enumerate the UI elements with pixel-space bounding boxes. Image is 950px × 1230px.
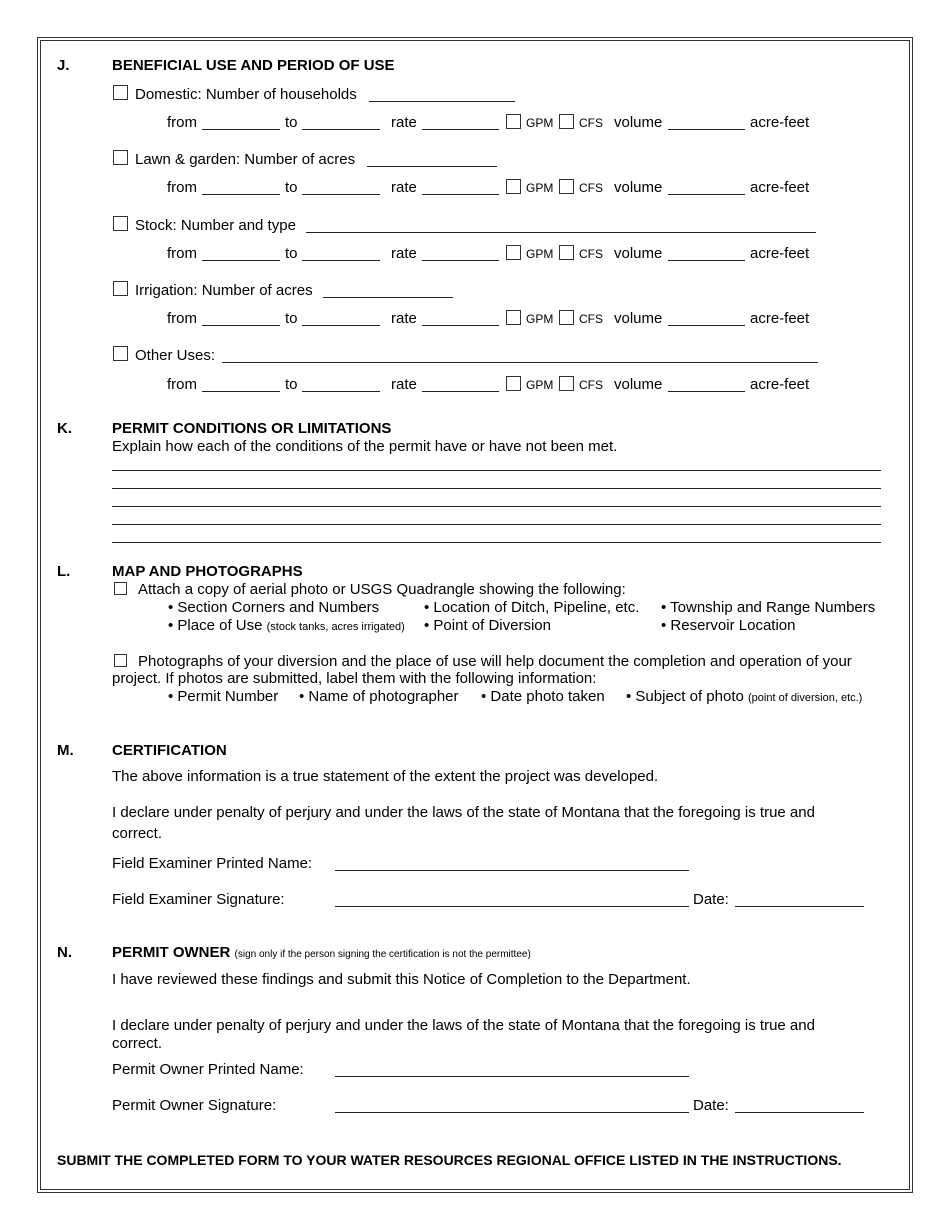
- cfs-label: CFS: [579, 181, 603, 195]
- rate-label: rate: [391, 179, 417, 196]
- households-field[interactable]: [369, 101, 515, 102]
- stock-label: Stock: Number and type: [135, 217, 296, 234]
- from-field[interactable]: [202, 194, 280, 195]
- permit-owner-signature-label: Permit Owner Signature:: [112, 1097, 277, 1114]
- bullet-place-of-use: [168, 618, 405, 633]
- permit-owner-name-field[interactable]: [335, 1076, 689, 1077]
- rate-field[interactable]: [422, 325, 499, 326]
- domestic-label: Domestic: Number of households: [135, 86, 357, 103]
- domestic-checkbox[interactable]: [113, 85, 128, 100]
- bullet-township-range: • Township and Range Numbers: [661, 599, 876, 616]
- permit-owner-declare-line-1: I declare under penalty of perjury and under the laws of the state of Montana that the foregoing is true and: [112, 1017, 815, 1034]
- bullet-point-of-diversion: • Point of Diversion: [424, 617, 551, 634]
- cfs-checkbox[interactable]: [559, 310, 574, 325]
- certification-declare-line-2: correct.: [112, 825, 163, 842]
- from-label: from: [167, 114, 197, 131]
- field-examiner-name-field[interactable]: [335, 870, 689, 871]
- field-examiner-date-label: Date:: [693, 891, 729, 908]
- to-field[interactable]: [302, 129, 380, 130]
- to-field[interactable]: [302, 260, 380, 261]
- bullet-reservoir-location: • Reservoir Location: [661, 617, 796, 634]
- rate-label: rate: [391, 114, 417, 131]
- from-field[interactable]: [202, 260, 280, 261]
- gpm-label: GPM: [526, 247, 554, 261]
- rate-field[interactable]: [422, 129, 499, 130]
- gpm-label: GPM: [526, 378, 554, 392]
- attach-map-label: Attach a copy of aerial photo or USGS Quadrangle showing the following:: [138, 581, 626, 598]
- gpm-checkbox[interactable]: [506, 310, 521, 325]
- to-field[interactable]: [302, 391, 380, 392]
- volume-label: volume: [614, 179, 663, 196]
- section-n-letter: N.: [57, 944, 72, 961]
- cfs-checkbox[interactable]: [559, 114, 574, 129]
- acre-feet-label: acre-feet: [750, 114, 810, 131]
- to-label: to: [285, 376, 298, 393]
- conditions-line-5[interactable]: [112, 542, 881, 543]
- from-field[interactable]: [202, 391, 280, 392]
- rate-label: rate: [391, 245, 417, 262]
- gpm-checkbox[interactable]: [506, 114, 521, 129]
- gpm-label: GPM: [526, 116, 554, 130]
- section-l-title: MAP AND PHOTOGRAPHS: [112, 563, 303, 580]
- photo-bullet-subject: [626, 689, 862, 704]
- place-of-use-text: • Place of Use: [168, 617, 263, 634]
- section-k-instruction: Explain how each of the conditions of the permit have or have not been met.: [112, 438, 618, 455]
- lawn-acres-field[interactable]: [367, 166, 497, 167]
- photographs-checkbox[interactable]: [114, 654, 127, 667]
- stock-checkbox[interactable]: [113, 216, 128, 231]
- photographs-line-1: Photographs of your diversion and the place of use will help document the completion and operation of your: [138, 653, 852, 670]
- gpm-label: GPM: [526, 312, 554, 326]
- subject-note: (point of diversion, etc.): [748, 692, 863, 704]
- attach-map-checkbox[interactable]: [114, 582, 127, 595]
- from-label: from: [167, 376, 197, 393]
- to-label: to: [285, 179, 298, 196]
- section-m-title: CERTIFICATION: [112, 742, 227, 759]
- cfs-label: CFS: [579, 247, 603, 261]
- from-label: from: [167, 310, 197, 327]
- section-n-title-wrap: [112, 945, 531, 960]
- acre-feet-label: acre-feet: [750, 376, 810, 393]
- gpm-checkbox[interactable]: [506, 179, 521, 194]
- stock-type-field[interactable]: [306, 232, 816, 233]
- irrigation-label: Irrigation: Number of acres: [135, 282, 313, 299]
- rate-field[interactable]: [422, 260, 499, 261]
- rate-label: rate: [391, 376, 417, 393]
- permit-owner-declare-line-2: correct.: [112, 1035, 163, 1052]
- place-of-use-note: (stock tanks, acres irrigated): [266, 621, 405, 633]
- acre-feet-label: acre-feet: [750, 245, 810, 262]
- volume-field[interactable]: [668, 129, 745, 130]
- conditions-line-1[interactable]: [112, 470, 881, 471]
- rate-field[interactable]: [422, 194, 499, 195]
- from-label: from: [167, 179, 197, 196]
- bullet-location-ditch: • Location of Ditch, Pipeline, etc.: [424, 599, 640, 616]
- certification-statement: The above information is a true statement of the extent the project was developed.: [112, 768, 659, 785]
- to-label: to: [285, 245, 298, 262]
- cfs-checkbox[interactable]: [559, 179, 574, 194]
- cfs-label: CFS: [579, 312, 603, 326]
- from-field[interactable]: [202, 325, 280, 326]
- gpm-checkbox[interactable]: [506, 376, 521, 391]
- subject-text: • Subject of photo: [626, 688, 744, 705]
- permit-owner-date-label: Date:: [693, 1097, 729, 1114]
- rate-field[interactable]: [422, 391, 499, 392]
- lawn-garden-label: Lawn & garden: Number of acres: [135, 151, 356, 168]
- cfs-label: CFS: [579, 378, 603, 392]
- cfs-checkbox[interactable]: [559, 245, 574, 260]
- to-field[interactable]: [302, 194, 380, 195]
- section-l-letter: L.: [57, 563, 71, 580]
- volume-label: volume: [614, 376, 663, 393]
- acre-feet-label: acre-feet: [750, 310, 810, 327]
- volume-field[interactable]: [668, 260, 745, 261]
- section-n-title-note: (sign only if the person signing the certification is not the permittee): [234, 949, 531, 960]
- volume-label: volume: [614, 114, 663, 131]
- volume-field[interactable]: [668, 391, 745, 392]
- other-uses-field[interactable]: [222, 362, 818, 363]
- certification-declare-line-1: I declare under penalty of perjury and under the laws of the state of Montana that the foregoing is true and: [112, 804, 815, 821]
- field-examiner-signature-field[interactable]: [335, 906, 689, 907]
- to-field[interactable]: [302, 325, 380, 326]
- gpm-label: GPM: [526, 181, 554, 195]
- section-k-letter: K.: [57, 420, 72, 437]
- other-uses-checkbox[interactable]: [113, 346, 128, 361]
- permit-owner-statement: I have reviewed these findings and submit this Notice of Completion to the Department.: [112, 971, 691, 988]
- photo-bullet-permit-number: • Permit Number: [168, 688, 279, 705]
- from-field[interactable]: [202, 129, 280, 130]
- permit-owner-signature-field[interactable]: [335, 1112, 689, 1113]
- section-j-title: BENEFICIAL USE AND PERIOD OF USE: [112, 57, 395, 74]
- photo-bullet-date-taken: • Date photo taken: [481, 688, 605, 705]
- volume-field[interactable]: [668, 325, 745, 326]
- section-n-title: PERMIT OWNER: [112, 944, 231, 961]
- rate-label: rate: [391, 310, 417, 327]
- volume-label: volume: [614, 310, 663, 327]
- section-j-letter: J.: [57, 57, 70, 74]
- irrigation-checkbox[interactable]: [113, 281, 128, 296]
- gpm-checkbox[interactable]: [506, 245, 521, 260]
- other-uses-label: Other Uses:: [135, 347, 216, 364]
- section-m-letter: M.: [57, 742, 74, 759]
- irrigation-acres-field[interactable]: [323, 297, 453, 298]
- acre-feet-label: acre-feet: [750, 179, 810, 196]
- field-examiner-signature-label: Field Examiner Signature:: [112, 891, 285, 908]
- from-label: from: [167, 245, 197, 262]
- conditions-line-4[interactable]: [112, 524, 881, 525]
- field-examiner-name-label: Field Examiner Printed Name:: [112, 855, 313, 872]
- permit-owner-date-field[interactable]: [735, 1112, 864, 1113]
- submit-instructions: SUBMIT THE COMPLETED FORM TO YOUR WATER RESOURCES REGIONAL OFFICE LISTED IN THE INSTRUCTIONS.: [57, 1152, 842, 1168]
- field-examiner-date-field[interactable]: [735, 906, 864, 907]
- photo-bullet-photographer: • Name of photographer: [299, 688, 459, 705]
- section-k-title: PERMIT CONDITIONS OR LIMITATIONS: [112, 420, 392, 437]
- volume-field[interactable]: [668, 194, 745, 195]
- volume-label: volume: [614, 245, 663, 262]
- conditions-line-2[interactable]: [112, 488, 881, 489]
- cfs-label: CFS: [579, 116, 603, 130]
- photographs-line-2: project. If photos are submitted, label them with the following information:: [112, 670, 597, 687]
- conditions-line-3[interactable]: [112, 506, 881, 507]
- cfs-checkbox[interactable]: [559, 376, 574, 391]
- to-label: to: [285, 114, 298, 131]
- permit-owner-name-label: Permit Owner Printed Name:: [112, 1061, 304, 1078]
- bullet-section-corners: • Section Corners and Numbers: [168, 599, 380, 616]
- lawn-garden-checkbox[interactable]: [113, 150, 128, 165]
- to-label: to: [285, 310, 298, 327]
